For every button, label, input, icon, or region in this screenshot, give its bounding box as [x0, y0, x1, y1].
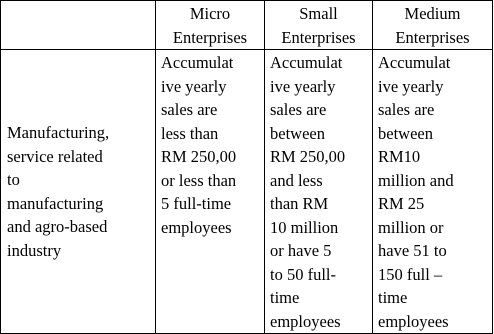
cell-line: RM10	[378, 147, 421, 166]
cell-line: service related	[7, 146, 103, 166]
cell-line: than RM	[270, 194, 329, 213]
cell-line: between	[378, 123, 433, 143]
cell-line: between	[270, 123, 325, 143]
cell-line: 5 full-time	[161, 194, 232, 213]
header-line: Small	[299, 4, 338, 23]
cell-line: have 51 to	[378, 241, 447, 260]
cell-line: 150 full –	[378, 264, 443, 284]
cell-line: sales are	[378, 100, 435, 119]
header-row	[1, 1, 493, 50]
cell-line: ive yearly	[270, 76, 336, 96]
header-line: Enterprises	[281, 27, 356, 47]
cell-line: to 50 full-	[270, 264, 336, 284]
cell-line: Accumulat	[270, 53, 343, 72]
cell-line: and less	[270, 170, 323, 190]
header-small-enterprises	[265, 1, 373, 50]
cell-line: or less than	[161, 170, 237, 190]
small-criteria-cell	[265, 50, 373, 334]
cell-line: employees	[378, 311, 449, 331]
cell-line: RM 25	[378, 194, 425, 213]
cell-line: 10 million	[270, 217, 339, 237]
cell-line: RM 250,00	[270, 147, 346, 166]
cell-line: sales are	[270, 100, 327, 119]
cell-line: Accumulat	[378, 53, 451, 72]
cell-line: or have 5	[270, 241, 332, 260]
header-line: Medium	[404, 4, 461, 23]
header-line: Micro	[189, 4, 231, 23]
cell-line: less than	[161, 123, 219, 143]
header-empty-cell	[1, 1, 156, 50]
cell-line: and agro-based	[7, 217, 108, 236]
header-medium-enterprises	[373, 1, 493, 50]
cell-line: industry	[7, 240, 62, 260]
cell-line: Accumulat	[161, 53, 234, 72]
cell-line: RM 250,00	[161, 147, 237, 166]
cell-line: manufacturing	[7, 193, 104, 213]
cell-line: sales are	[161, 100, 218, 119]
cell-line: ive yearly	[378, 76, 444, 96]
cell-line: Manufacturing,	[7, 123, 110, 142]
cell-line: employees	[270, 311, 341, 331]
cell-line: million and	[378, 170, 454, 190]
table-row	[1, 50, 493, 334]
cell-line: time	[270, 288, 300, 307]
cell-line: ive yearly	[161, 76, 227, 96]
header-micro-enterprises	[156, 1, 265, 50]
cell-line: employees	[161, 217, 232, 237]
medium-criteria-cell	[373, 50, 493, 334]
header-line: Enterprises	[172, 27, 248, 47]
micro-criteria-cell	[156, 50, 265, 334]
cell-line: time	[378, 288, 408, 307]
cell-line: million or	[378, 217, 444, 237]
cell-line: to	[7, 170, 20, 189]
sector-cell	[1, 50, 156, 334]
header-line: Enterprises	[395, 27, 470, 47]
